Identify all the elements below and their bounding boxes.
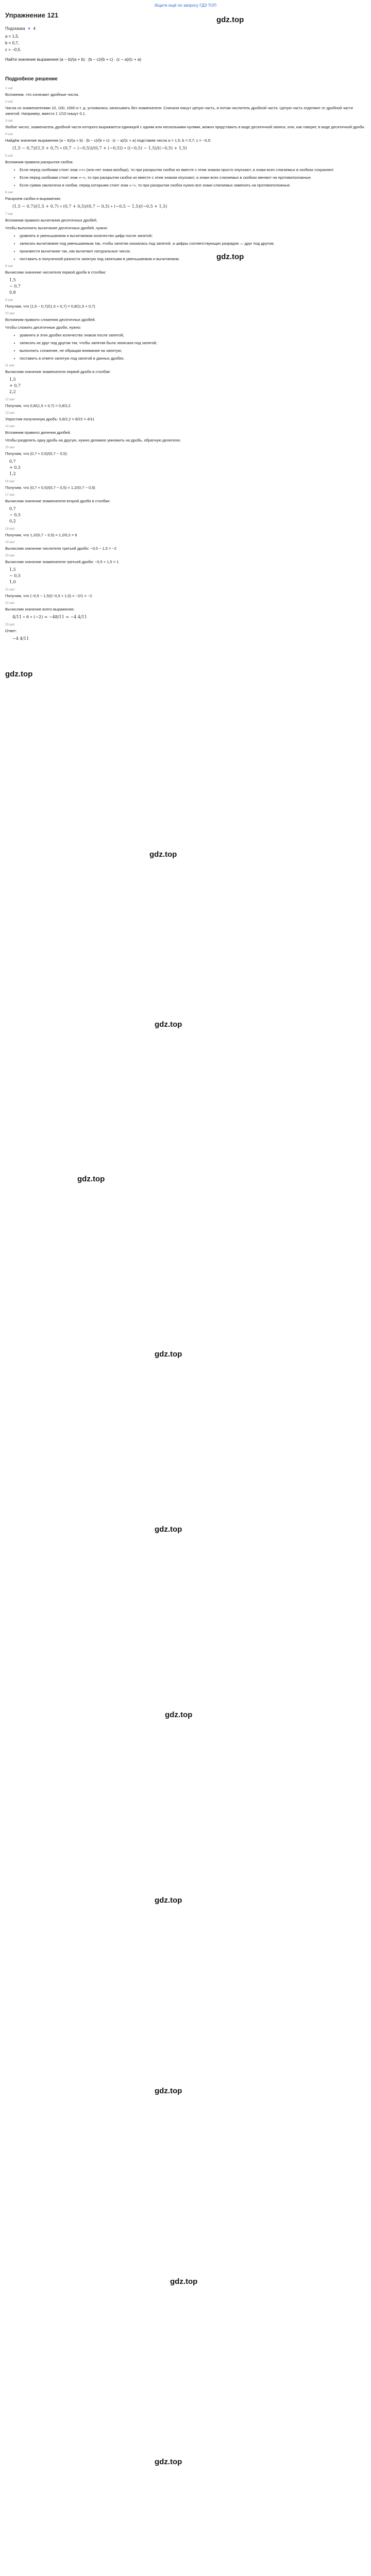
column-row: 1,2	[9, 471, 16, 476]
step-text: Найдём значение выражения (a − b)/(a + b) ∙ (b − c)/(b + c) ∙ (c − a)/(c + a) подставив числа a = 1,5; b = 0,7; c = −0,5:	[5, 138, 211, 143]
solution-step	[5, 602, 366, 612]
step-text: Получим, что 0,8/(1,5 + 0,7) = 0,8/2,2	[5, 403, 71, 408]
solution-step	[5, 277, 366, 296]
solution-step	[5, 265, 366, 275]
rule-list	[5, 332, 366, 361]
step-label: 10 шаг	[5, 312, 15, 315]
watermark-logo: gdz.top	[216, 252, 244, 261]
step-text: Чтобы разделить одну дробь на другую, нужно делимое умножить на дробь, обратную делителю.	[5, 438, 181, 443]
column-row: 1,0	[9, 580, 16, 584]
watermark-logo: gdz.top	[216, 15, 244, 24]
watermark-logo: gdz.top	[170, 2277, 198, 2286]
step-text: Чтобы выполнить вычитание десятичных дробей, нужно:	[5, 226, 108, 230]
column-row: 2,2	[9, 389, 16, 394]
column-row: − 0,7	[9, 284, 21, 289]
condition-line: a = 1,5,	[5, 34, 19, 39]
solution-step	[5, 167, 366, 188]
solution-step	[5, 541, 366, 551]
solution-title: Подробное решение	[5, 76, 58, 82]
column-calculation	[9, 506, 366, 524]
step-label: 15 шаг	[5, 446, 15, 449]
solution-step	[5, 398, 366, 409]
column-calculation	[9, 277, 366, 296]
step-text: Получим, что (−0,5 − 1,5)/(−0,5 + 1,5) = −2/1 = −2	[5, 594, 92, 598]
step-text: Вспомним правило сложения десятичных дробей.	[5, 317, 96, 322]
column-row: + 0,5	[9, 465, 21, 470]
column-row: − 0,5	[9, 573, 21, 578]
step-text: Ответ:	[5, 629, 17, 633]
step-text: Числа со знаменателями 10, 100, 1000 и т. д. условились записывать без знаменателя. Сначала пишут целую часть, а потом числитель дробной части. Целую часть отделяют от дробной части запятой. Например, вместо 1 1/10 пишут 0,1.	[5, 106, 353, 116]
list-item: • Если перед скобками стоит знак «+» (или нет знака вообще), то при раскрытии скобок их вместе с этим знаком просто опускают, а знаки всех слагаемых в скобках сохраняют.	[20, 167, 366, 173]
column-row: 1,5	[9, 377, 16, 382]
column-row: + 0,7	[9, 383, 21, 388]
solution-step	[5, 299, 366, 309]
condition-count: 4	[33, 26, 36, 31]
solution-step	[5, 377, 366, 395]
solution-step	[5, 494, 366, 504]
step-text: Упростим полученную дробь: 0,8/2,2 = 8/22 = 4/11	[5, 417, 95, 421]
step-label: 11 шаг	[5, 364, 15, 367]
column-row: 0,8	[9, 290, 16, 295]
list-item: • Если сумма заключена в скобки, перед которыми стоит знак «−», то при раскрытии скобок нужно все знаки слагаемых заменить на противоположные.	[20, 182, 366, 188]
solution-step	[5, 145, 366, 151]
step-label: 8 шаг	[5, 265, 13, 268]
step-text: Получим, что (0,7 + 0,5)/(0,7 − 0,5):	[5, 451, 68, 456]
solution-step	[5, 446, 366, 456]
column-row: − 0,5	[9, 513, 21, 517]
step-math: (1,5 − 0,7)/(1,5 + 0,7) ∙ (0,7 − (−0,5))/(0,7 + (−0,5)) ∙ ((−0,5) − 1,5)/((−0,5) + 1,5)	[12, 146, 187, 150]
watermark-logo: gdz.top	[155, 1525, 182, 1534]
step-text: Чтобы сложить десятичные дроби, нужно:	[5, 325, 81, 330]
solution-step	[5, 133, 366, 143]
list-item: • произвести вычитание так, как вычитают натуральные числа;	[20, 248, 366, 254]
step-label: 22 шаг	[5, 602, 15, 605]
column-calculation	[9, 459, 366, 477]
step-label: 21 шаг	[5, 588, 15, 591]
step-label: 1 шаг	[5, 87, 13, 90]
top-search-link[interactable]: Ищите ещё по запросу ГДЗ ТОП	[154, 3, 217, 8]
rule-list	[5, 233, 366, 262]
step-label: 4 шаг	[5, 133, 13, 136]
column-row: 1,5	[9, 278, 16, 282]
step-math: 4/11 ∙ 6 ∙ (−2) = −48/11 = −4 4/11	[12, 615, 87, 619]
solution-step	[5, 636, 366, 642]
solution-step	[5, 191, 366, 201]
rule-list	[5, 167, 366, 188]
list-item: • уравнять в уменьшаемом и вычитаемом количество цифр после запятой;	[20, 233, 366, 239]
step-text: Вычислим значение числителя третьей дроби: −0,5 − 1,5 = −2	[5, 546, 117, 551]
watermark-logo: gdz.top	[155, 1350, 182, 1359]
step-text: Вычислим значение знаменателя третьей дроби: −0,5 + 1,5 = 1	[5, 560, 119, 564]
condition-line: c = −0,5.	[5, 47, 22, 52]
step-label: 2 шаг	[5, 100, 13, 104]
step-text: Получим, что (0,7 + 0,5)/(0,7 − 0,5) = 1,2/(0,7 − 0,5)	[5, 485, 95, 490]
watermark-logo: gdz.top	[165, 1710, 193, 1719]
watermark-logo: gdz.top	[155, 1020, 182, 1029]
column-calculation	[9, 567, 366, 585]
solution-step	[5, 225, 366, 231]
step-label: 23 шаг	[5, 623, 15, 626]
watermark-logo: gdz.top	[155, 2458, 182, 2466]
watermark-logo: gdz.top	[155, 2087, 182, 2095]
solution-step	[5, 233, 366, 262]
solution-step	[5, 554, 366, 565]
solution-step	[5, 213, 366, 223]
step-label: 12 шаг	[5, 398, 15, 401]
condition-header[interactable]	[5, 26, 366, 31]
step-label: 19 шаг	[5, 541, 15, 544]
step-label: 3 шаг	[5, 120, 13, 123]
step-text: Вспомним правила раскрытия скобок.	[5, 160, 74, 164]
solution-step	[5, 100, 366, 116]
step-text: Получим, что (1,5 − 0,7)/(1,5 + 0,7) = 0,8/(1,5 + 0,7)	[5, 304, 95, 309]
solution-step	[5, 332, 366, 361]
solution-step	[5, 155, 366, 165]
step-label: 16 шаг	[5, 480, 15, 483]
list-item: • Если перед скобками стоит знак «−», то при раскрытии скобок их вместе с этим знаком опускают, а знаки всех слагаемых в скобках меняют на противоположные.	[20, 175, 366, 180]
solution-step	[5, 506, 366, 524]
condition-label: Подсказка	[5, 26, 25, 31]
list-item: • поставить в полученной разности запятую под запятыми в уменьшаемом и вычитаемом.	[20, 256, 366, 262]
solution-step	[5, 528, 366, 538]
solution-step	[5, 120, 366, 130]
condition-line: b = 0,7,	[5, 41, 19, 45]
solution-step	[5, 614, 366, 620]
step-text: Вычислим значение знаменателя первой дроби в столбик:	[5, 369, 111, 374]
solution-step	[5, 567, 366, 585]
column-row: 0,2	[9, 519, 16, 523]
chevron-down-icon[interactable]: ▾	[28, 26, 30, 31]
step-text: Получим, что 1,2/(0,7 − 0,5) = 1,2/0,2 = 6	[5, 533, 77, 537]
solution-step	[5, 412, 366, 422]
main-content	[5, 11, 366, 645]
step-label: 14 шаг	[5, 425, 15, 428]
solution-step	[5, 480, 366, 490]
step-label: 13 шаг	[5, 412, 15, 415]
step-label: 9 шаг	[5, 299, 13, 302]
solution-step	[5, 425, 366, 435]
list-item: • записать вычитаемое под уменьшаемым так, чтобы запятая оказалась под запятой, а цифры соответствующих разрядов — друг под другом;	[20, 241, 366, 246]
watermark-logo: gdz.top	[77, 1175, 105, 1183]
step-text: Любое число, знаменатель дробной части которого выражается единицей с одним или несколькими нулями, можно представить в виде десятичной записи, или, как говорят, в виде десятичной дроби.	[5, 125, 365, 129]
watermark-logo: gdz.top	[5, 670, 33, 679]
solution-steps	[5, 87, 366, 642]
solution-step	[5, 325, 366, 330]
step-label: 5 шаг	[5, 155, 13, 158]
column-row: 0,7	[9, 459, 16, 464]
solution-step	[5, 312, 366, 323]
step-math: (1,5 − 0,7)/(1,5 + 0,7) ∙ (0,7 + 0,5)/(0,7 − 0,5) ∙ (−0,5 − 1,5)/(−0,5 + 1,5)	[12, 204, 167, 209]
column-row: 0,7	[9, 506, 16, 511]
step-text: Вспомним правило деления дробей.	[5, 430, 71, 435]
solution-step	[5, 87, 366, 97]
watermark-logo: gdz.top	[149, 850, 177, 859]
list-item: • выполнить сложение, не обращая внимания на запятую;	[20, 348, 366, 353]
solution-step	[5, 623, 366, 634]
watermark-logo: gdz.top	[155, 1896, 182, 1905]
step-text: Вычислим значение числителя первой дроби в столбик:	[5, 270, 106, 275]
condition-values	[5, 34, 366, 52]
exercise-title: Упражнение 121	[5, 11, 59, 19]
solution-step	[5, 364, 366, 375]
solution-step	[5, 204, 366, 210]
column-calculation	[9, 377, 366, 395]
step-text: Вспомним, что означают дробные числа.	[5, 92, 79, 97]
step-label: 20 шаг	[5, 554, 15, 557]
step-label: 18 шаг	[5, 528, 15, 531]
solution-step	[5, 437, 366, 443]
list-item: • записать их друг под другом так, чтобы запятая была записана под запятой;	[20, 340, 366, 346]
solution-step	[5, 459, 366, 477]
step-math: −4 4/11	[12, 636, 29, 641]
step-text: Вычислим значение знаменателя второй дроби в столбик:	[5, 499, 110, 503]
condition-task: Найти значение выражения (a − b)/(a + b) ∙ (b − c)/(b + c) ∙ (c − a)/(c + a)	[5, 57, 141, 62]
step-text: Вспомним правило вычитания десятичных дробей.	[5, 218, 98, 223]
step-label: 6 шаг	[5, 191, 13, 194]
step-text: Вычислим значение всего выражения:	[5, 607, 75, 612]
solution-step	[5, 588, 366, 599]
step-label: 7 шаг	[5, 213, 13, 216]
list-item: • уравнять в этих дробях количество знаков после запятой;	[20, 332, 366, 338]
column-row: 1,5	[9, 567, 16, 572]
step-label: 17 шаг	[5, 494, 15, 497]
list-item: • поставить в ответе запятую под запятой в данных дробях.	[20, 355, 366, 361]
step-text: Раскроем скобки в выражении:	[5, 196, 61, 201]
